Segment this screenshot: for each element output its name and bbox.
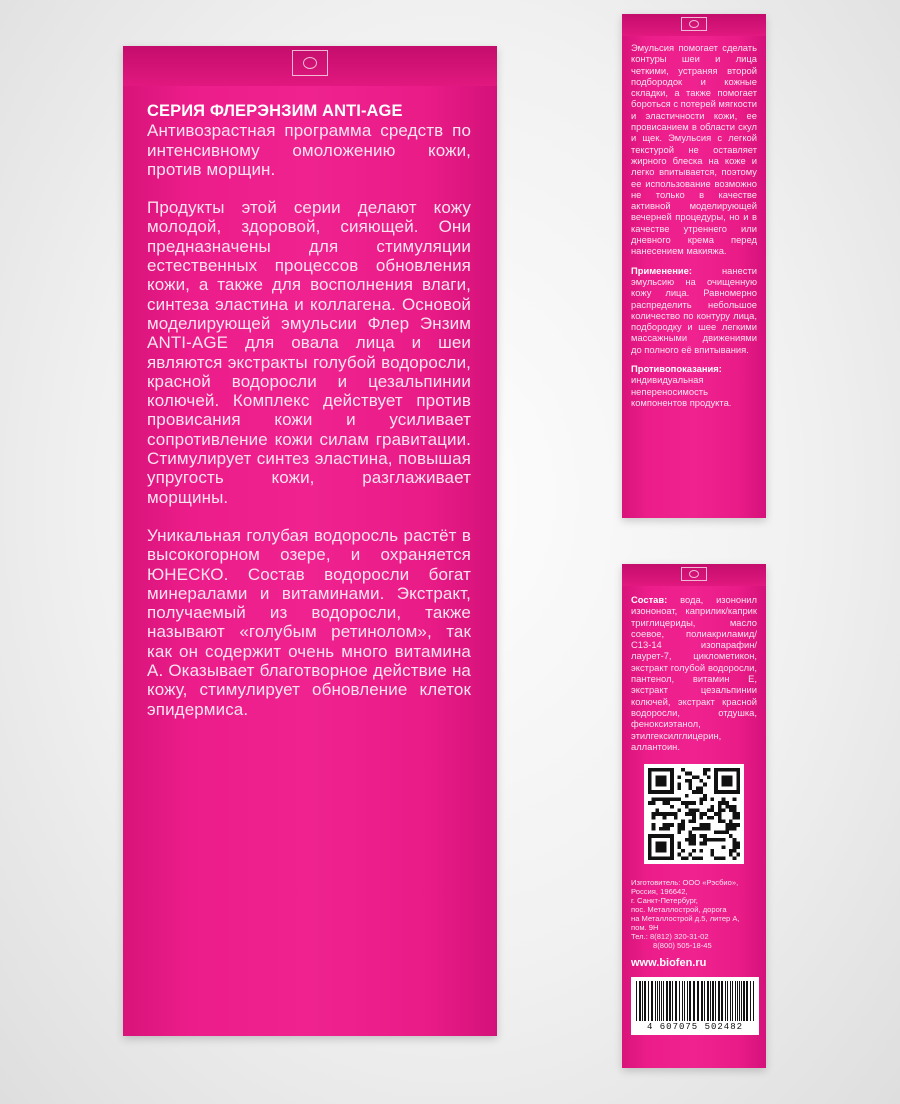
side-bottom-text xyxy=(631,594,757,1035)
website-link[interactable]: www.biofen.ru xyxy=(631,957,707,970)
usage-text: нанести эмульсию на очищенную кожу лица. Равномерно распределить небольшое количество по контуру лица, подбородку и шее легкими массажными движениями до полного её впитывания. xyxy=(631,264,757,355)
front-panel xyxy=(123,46,497,1036)
maker-line: г. Санкт-Петербург, xyxy=(631,896,698,906)
maker-line: Россия, 196642, xyxy=(631,887,688,897)
barcode-icon xyxy=(631,977,759,1035)
brand-logo-icon xyxy=(292,50,328,76)
front-paragraph-3: Уникальная голубая водоросль растёт в высокогорном озере, и охраняется ЮНЕСКО. Состав водоросли богат минералами и витаминами. Экстракт, получаемый из водоросли, также называют «голубым ретинолом», так как он содержит очень много витамина А. Оказывает благотворное действие на кожу, стимулирует обновление клеток эпидермиса. xyxy=(147,525,471,719)
maker-line: пом. 9Н xyxy=(631,923,659,933)
contraindications-text: индивидуальная непереносимость компонентов продукта. xyxy=(631,374,732,408)
side-bottom-band xyxy=(622,564,766,586)
contraindications-section xyxy=(631,363,757,408)
brand-logo-icon xyxy=(681,567,707,581)
qr-code-icon xyxy=(644,764,744,864)
front-text xyxy=(147,102,471,738)
maker-line: на Металлострой д.5, литер А, xyxy=(631,914,740,924)
series-title: СЕРИЯ ФЛЕРЭНЗИМ ANTI-AGE xyxy=(147,102,403,120)
manufacturer-info xyxy=(631,878,757,950)
front-intro xyxy=(147,102,471,179)
composition-section xyxy=(631,594,757,752)
side-panel-bottom xyxy=(622,564,766,1068)
product-description: Эмульсия помогает сделать контуры шеи и лица четкими, устраняя второй подбородок и кожные складки, а также помогает бороться с потерей мягкости и эластичности кожи, ее провисанием в области скул и щек. Эмульсия с легкой текстурой не оставляет жирного блеска на коже и легко впитывается, поэтому ее использование возможно не только в качестве активной моделирующей вечерней процедуры, но и в качестве утреннего или дневного крема перед нанесением макияжа. xyxy=(631,42,757,257)
front-paragraph-2: Продукты этой серии делают кожу молодой, здоровой, сияющей. Они предназначены для стимуляции естественных процессов обновления кожи, а также для восполнения влаги, синтеза эластина и коллагена. Основой моделирующей эмульсии Флер Энзим ANTI-AGE для овала лица и шеи являются экстракты голубой водоросли, красной водоросли и цезальпинии колючей. Комплекс действует против провисания кожи и усиливает сопротивление кожи силам гравитации. Стимулирует синтез эластина, повышая упругость кожи, разглаживает морщины. xyxy=(147,198,471,507)
maker-line: Изготовитель: ООО «Рэсбио», xyxy=(631,878,739,888)
contraindications-label: Противопоказания: xyxy=(631,363,722,375)
maker-line: пос. Металлострой, дорога xyxy=(631,905,727,915)
brand-logo-icon xyxy=(681,17,707,31)
side-top-text xyxy=(631,42,757,416)
side-top-band xyxy=(622,14,766,36)
side-panel-top xyxy=(622,14,766,518)
maker-line: Тел.: 8(812) 320-31-02 xyxy=(631,932,709,942)
composition-label: Состав: xyxy=(631,594,668,605)
barcode-bars xyxy=(636,981,754,1021)
barcode-number: 4 607075 502482 xyxy=(646,1022,743,1033)
usage-label: Применение: xyxy=(631,264,693,276)
composition-text: вода, изононил изононоат, каприлик/каприк триглицериды, масло соевое, полиакриламид/С13-14 изопарафин/лаурет-7, циклометикон, экстракт голубой водоросли, пантенол, витамин Е, экстракт цезальпинии колючей, экстракт красной водоросли, отдушка, феноксиэтанол, этилгексилглицерин, аллантоин. xyxy=(631,594,757,752)
usage-section xyxy=(631,265,757,355)
front-paragraph-1: Антивозрастная программа средств по интенсивному омоложению кожи, против морщин. xyxy=(147,121,471,179)
front-top-band xyxy=(123,46,497,86)
maker-line: 8(800) 505-18-45 xyxy=(653,941,712,951)
